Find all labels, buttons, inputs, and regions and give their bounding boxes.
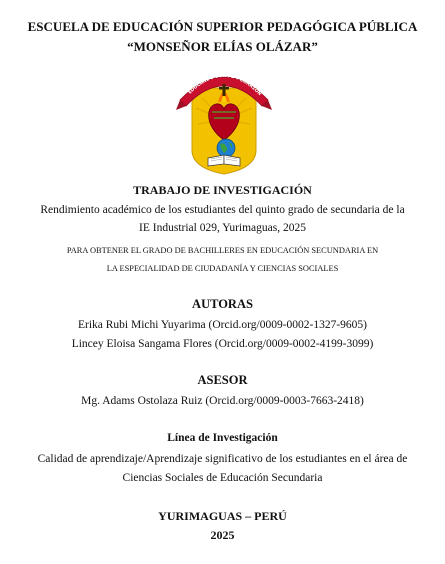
research-line-heading: Línea de Investigación	[167, 432, 278, 444]
research-line-text: Calidad de aprendizaje/Aprendizaje significativo de los estudiantes en el área de	[37, 453, 408, 465]
banner-right-text: CORAZÓN	[238, 77, 262, 97]
authors-heading: AUTORAS	[192, 297, 253, 311]
sacred-heart-crest-icon	[174, 58, 274, 176]
place: YURIMAGUAS – PERÚ	[158, 509, 287, 523]
author-name: Erika Rubi Michi Yuyarima (Orcid.org/0009-0002-1327-9605)	[77, 319, 368, 331]
year: 2025	[210, 528, 235, 542]
banner-left-text: EDUCANDO	[187, 75, 215, 96]
advisor-name: Mg. Adams Ostolaza Ruiz (Orcid.org/0009-0003-7663-2418)	[81, 395, 364, 407]
institution-subname: “MONSEÑOR ELÍAS OLÁZAR”	[127, 39, 318, 54]
banner-center-text: CON FE Y	[214, 73, 240, 82]
degree-purpose-line2: LA ESPECIALIDAD DE CIUDADANÍA Y CIENCIAS SOCIALES	[106, 264, 339, 273]
document-title-line2: IE Industrial 029, Yurimaguas, 2025	[139, 222, 306, 234]
research-line-text: Ciencias Sociales de Educación Secundaria	[122, 472, 323, 484]
document-type: TRABAJO DE INVESTIGACIÓN	[133, 183, 312, 197]
author-name: Lincey Eloisa Sangama Flores (Orcid.org/0009-0002-4199-3099)	[71, 338, 374, 350]
advisor-heading: ASESOR	[197, 373, 248, 387]
institution-name: ESCUELA DE EDUCACIÓN SUPERIOR PEDAGÓGICA PÚBLICA	[27, 19, 418, 34]
document-title-line1: Rendimiento académico de los estudiantes del quinto grado de secundaria de la	[40, 204, 405, 216]
degree-purpose-line1: PARA OBTENER EL GRADO DE BACHILLERES EN EDUCACIÓN SECUNDARIA EN	[66, 246, 379, 255]
